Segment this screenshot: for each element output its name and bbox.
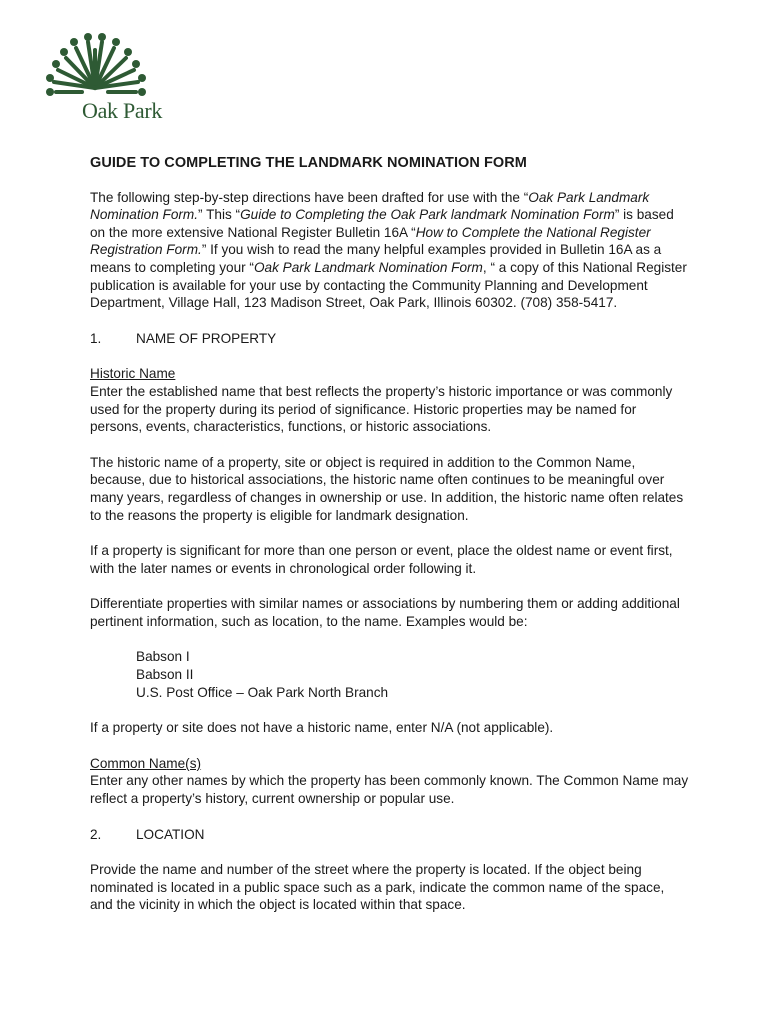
intro-text-2: ” This “ <box>198 207 241 223</box>
intro-text-1: The following step-by-step directions have been drafted for use with the “ <box>90 189 529 205</box>
section-number: 1. <box>90 330 102 346</box>
intro-text-4: ” If you wish to read the many helpful examples provided in Bulletin 16A as a means to completing your “ <box>90 242 662 275</box>
historic-name-text: Enter the established name that best reflects the property’s historic importance or was commonly used for the property during its period of significance. Historic properties may be named for persons, events, characteristics, functions, or historic associations. <box>90 383 673 435</box>
intro-italic-1: Oak Park Landmark Nomination Form. <box>90 189 650 223</box>
intro-italic-2: Guide to Completing the Oak Park landmark Nomination Form <box>240 207 615 223</box>
list-item: Babson I <box>136 649 190 665</box>
historic-name-block <box>90 365 690 435</box>
examples-list <box>136 648 690 701</box>
intro-italic-4: Oak Park Landmark Nomination Form <box>253 259 483 275</box>
intro-paragraph <box>90 189 690 312</box>
intro-italic-3: How to Complete the National Register Registration Form. <box>90 224 651 258</box>
logo-text: Oak Park <box>82 98 163 123</box>
oak-park-logo <box>42 32 192 124</box>
section-heading: LOCATION <box>136 826 205 842</box>
historic-name-paragraph-2: The historic name of a property, site or object is required in addition to the Common Name, because, due to historical associations, the historic name often continues to be meaningful over many years, regardless of changes in ownership or use. In addition, the historic name often relates to the reasons the property is eligible for landmark designation. <box>90 454 684 523</box>
common-name-block <box>90 755 690 808</box>
section-number: 2. <box>90 826 102 842</box>
historic-name-paragraph-5: If a property or site does not have a historic name, enter N/A (not applicable). <box>90 720 554 736</box>
document-body <box>90 155 690 932</box>
intro-text-5: , “ a copy of this National Register publication is available for your use by contacting the Community Planning and Development Department, Village Hall, 123 Madison Street, Oak Park, Illinois 60302. (708) 358-5417. <box>90 259 687 311</box>
page-title: GUIDE TO COMPLETING THE LANDMARK NOMINATION FORM <box>90 155 527 171</box>
location-paragraph: Provide the name and number of the street where the property is located. If the object being nominated is located in a public space such as a park, indicate the common name of the space, and the vicinity in which the object is located within that space. <box>90 862 665 913</box>
list-item: Babson II <box>136 667 194 683</box>
common-name-text: Enter any other names by which the property has been commonly known. The Common Name may reflect a property’s history, current ownership or popular use. <box>90 773 689 807</box>
list-item: U.S. Post Office – Oak Park North Branch <box>136 684 389 700</box>
section-heading: NAME OF PROPERTY <box>136 330 277 346</box>
section-1-heading <box>90 330 690 348</box>
section-2-heading <box>90 826 690 844</box>
historic-name-paragraph-3: If a property is significant for more than one person or event, place the oldest name or event first, with the later names or events in chronological order following it. <box>90 543 673 576</box>
historic-name-label: Historic Name <box>90 366 176 382</box>
common-name-label: Common Name(s) <box>90 755 202 771</box>
historic-name-paragraph-4: Differentiate properties with similar names or associations by numbering them or adding additional pertinent information, such as location, to the name. Examples would be: <box>90 596 680 629</box>
intro-text-3: ” is based on the more extensive National Register Bulletin 16A “ <box>90 207 674 240</box>
oak-tree-icon <box>42 32 152 104</box>
